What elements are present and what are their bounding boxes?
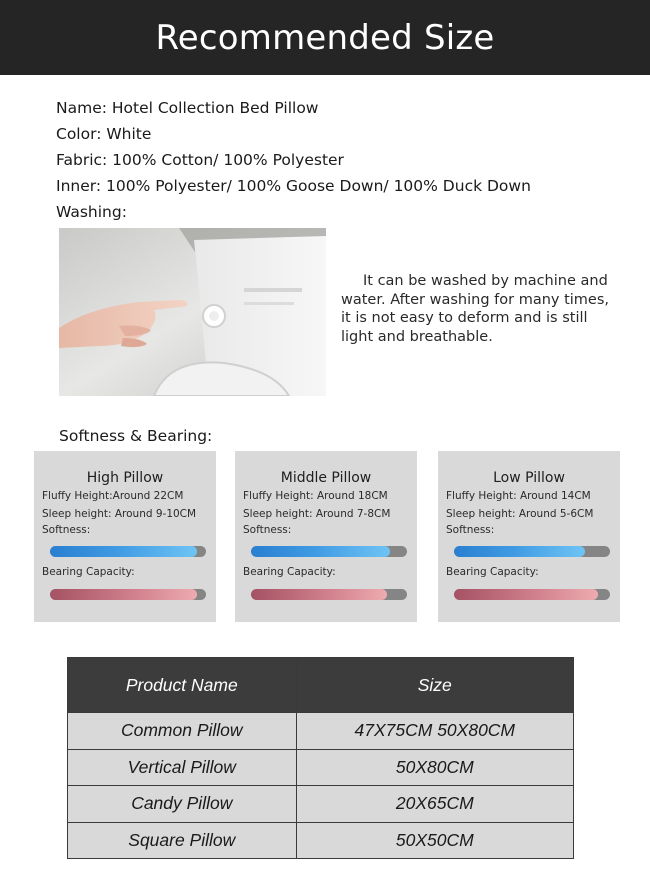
bearing-label: Bearing Capacity:: [243, 566, 336, 578]
softness-label: Softness:: [446, 524, 495, 536]
sleep-height: Sleep height: Around 9-10CM: [42, 508, 197, 520]
size-cell: 47X75CM 50X80CM: [296, 713, 573, 750]
table-row: [68, 749, 574, 786]
table-row: [68, 713, 574, 750]
softness-bar: [50, 546, 206, 557]
size-table: [67, 657, 574, 859]
product-name-cell: Common Pillow: [68, 713, 297, 750]
fluffy-height: Fluffy Height:Around 22CM: [42, 490, 184, 502]
table-header-row: [68, 658, 574, 713]
card-title: High Pillow: [86, 470, 164, 486]
bearing-label: Bearing Capacity:: [446, 566, 539, 578]
pillow-card-low: [438, 451, 620, 622]
size-cell: 20X65CM: [296, 786, 573, 823]
softness-bar: [251, 546, 407, 557]
bearing-bar-fill: [454, 589, 598, 600]
bearing-bar-fill: [251, 589, 387, 600]
bearing-bar: [251, 589, 407, 600]
softness-label: Softness:: [42, 524, 91, 536]
softness-bar-fill: [454, 546, 585, 557]
sleep-height: Sleep height: Around 5-6CM: [446, 508, 594, 520]
fluffy-height: Fluffy Height: Around 18CM: [243, 490, 388, 502]
softness-bar: [454, 546, 610, 557]
spec-color: Color: White: [56, 125, 152, 143]
sleep-height: Sleep height: Around 7-8CM: [243, 508, 391, 520]
spec-name: Name: Hotel Collection Bed Pillow: [56, 99, 319, 117]
bearing-bar: [454, 589, 610, 600]
washing-machine-photo: [59, 228, 326, 396]
product-name-cell: Vertical Pillow: [68, 749, 297, 786]
pillow-card-high: [34, 451, 216, 622]
softness-section-title: Softness & Bearing:: [59, 427, 213, 445]
softness-bar-fill: [251, 546, 390, 557]
header-size: Size: [296, 658, 573, 713]
size-cell: 50X80CM: [296, 749, 573, 786]
softness-label: Softness:: [243, 524, 292, 536]
bearing-bar-fill: [50, 589, 197, 600]
spec-inner: Inner: 100% Polyester/ 100% Goose Down/ 100% Duck Down: [56, 177, 531, 195]
washing-description: It can be washed by machine and water. After washing for many times, it is not easy to deform and is still light and breathable.: [341, 273, 610, 345]
bearing-label: Bearing Capacity:: [42, 566, 135, 578]
softness-bar-fill: [50, 546, 197, 557]
bearing-bar: [50, 589, 206, 600]
table-row: [68, 786, 574, 823]
page-title: Recommended Size: [155, 17, 495, 58]
product-specs: [56, 95, 531, 225]
card-title: Low Pillow: [493, 470, 565, 486]
header-product-name: Product Name: [68, 658, 297, 713]
product-name-cell: Square Pillow: [68, 822, 297, 859]
spec-washing: Washing:: [56, 203, 127, 221]
product-name-cell: Candy Pillow: [68, 786, 297, 823]
pillow-card-middle: [235, 451, 417, 622]
header-banner: [0, 0, 650, 75]
washing-machine-illustration: [59, 228, 326, 396]
table-row: [68, 822, 574, 859]
card-title: Middle Pillow: [280, 470, 372, 486]
spec-fabric: Fabric: 100% Cotton/ 100% Polyester: [56, 151, 344, 169]
size-cell: 50X50CM: [296, 822, 573, 859]
fluffy-height: Fluffy Height: Around 14CM: [446, 490, 591, 502]
